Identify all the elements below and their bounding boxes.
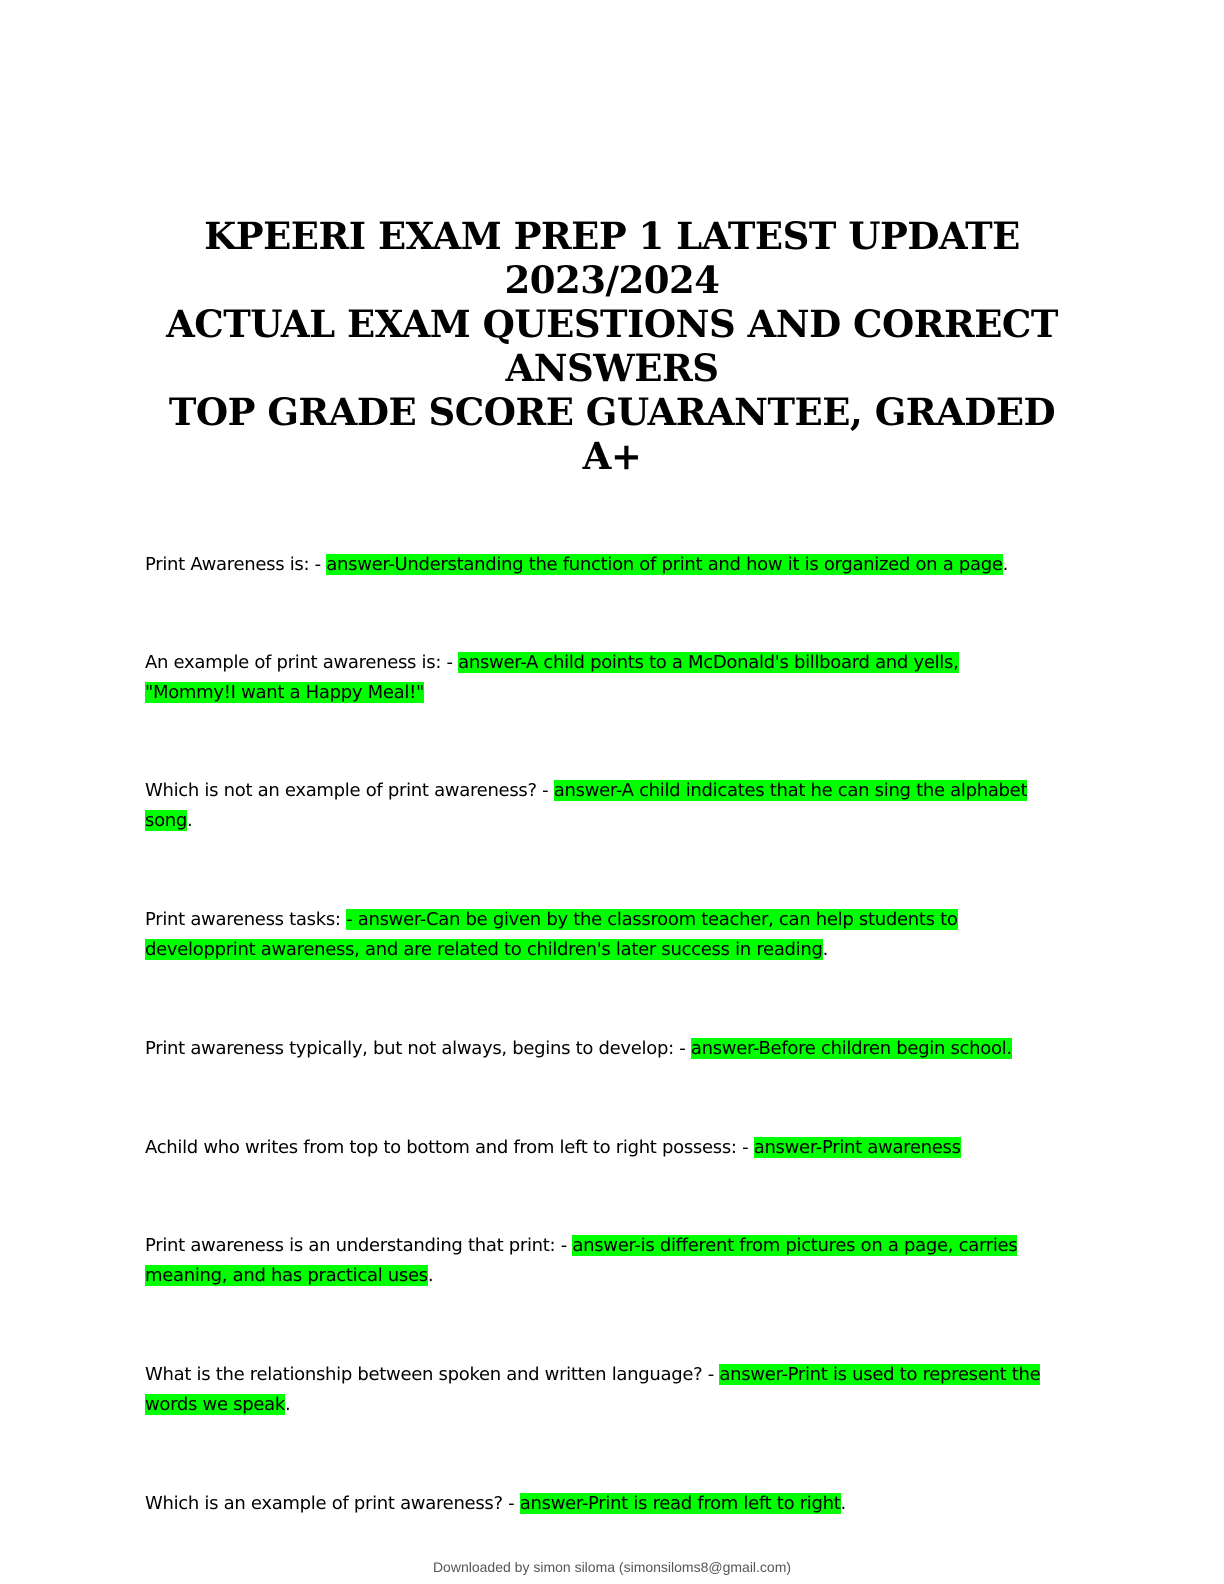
qa-item [145, 1489, 1050, 1519]
answer-tail: . [187, 810, 193, 831]
title-line: KPEERI EXAM PREP 1 LATEST UPDATE [204, 214, 1020, 258]
question-text: An example of print awareness is: - [145, 652, 459, 673]
answer-highlight: answer-is different from pictures on a page, carries meaning, and has practical uses [145, 1235, 1018, 1286]
answer-tail: . [1002, 554, 1009, 575]
qa-item [145, 1133, 1050, 1163]
answer-tail: . [840, 1493, 846, 1514]
answer-highlight: answer-Understanding the function of print and how it is organized on a page [326, 554, 1003, 575]
question-text: What is the relationship between spoken and written language? - [145, 1364, 720, 1385]
question-text: Which is an example of print awareness? - [145, 1493, 520, 1514]
title-line: ANSWERS [505, 346, 719, 390]
answer-tail: . [822, 939, 829, 960]
answer-highlight: answer-Print awareness [753, 1137, 961, 1158]
document-title [100, 214, 1124, 478]
title-line: 2023/2024 [504, 258, 720, 302]
answer-highlight: answer-A child points to a McDonald's billboard and yells, "Mommy!I want a Happy Meal!" [145, 652, 959, 703]
title-line: A+ [582, 434, 642, 478]
question-text: Print awareness is an understanding that print: - [145, 1235, 573, 1256]
question-text: Print awareness typically, but not always, begins to develop: - [145, 1038, 691, 1059]
qa-item [145, 905, 1050, 965]
question-text: Which is not an example of print awareness? - [145, 780, 554, 801]
answer-highlight: - answer-Can be given by the classroom teacher, can help students to developprint awareness, and are related to children's later success in reading [145, 909, 958, 960]
answer-highlight: answer-Print is used to represent the words we speak [145, 1364, 1041, 1415]
qa-item [145, 648, 1050, 708]
answer-tail: . [285, 1394, 291, 1415]
question-text: Achild who writes from top to bottom and from left to right possess: - [145, 1137, 754, 1158]
qa-item [145, 1360, 1050, 1420]
answer-highlight: answer-Print is read from left to right [519, 1493, 841, 1514]
qa-item [145, 1034, 1050, 1064]
answer-tail: . [427, 1265, 434, 1286]
title-line: ACTUAL EXAM QUESTIONS AND CORRECT [166, 302, 1058, 346]
qa-item [145, 1231, 1050, 1291]
answer-highlight: answer-A child indicates that he can sing the alphabet song [145, 780, 1028, 831]
question-text: Print awareness tasks: [145, 909, 347, 930]
title-line: TOP GRADE SCORE GUARANTEE, GRADED [168, 390, 1056, 434]
qa-item [145, 550, 1050, 580]
download-footer: Downloaded by simon siloma (simonsiloms8@gmail.com) [432, 1559, 792, 1575]
qa-item [145, 776, 1050, 836]
question-text: Print Awareness is: - [145, 554, 327, 575]
answer-highlight: answer-Before children begin school. [690, 1038, 1012, 1059]
